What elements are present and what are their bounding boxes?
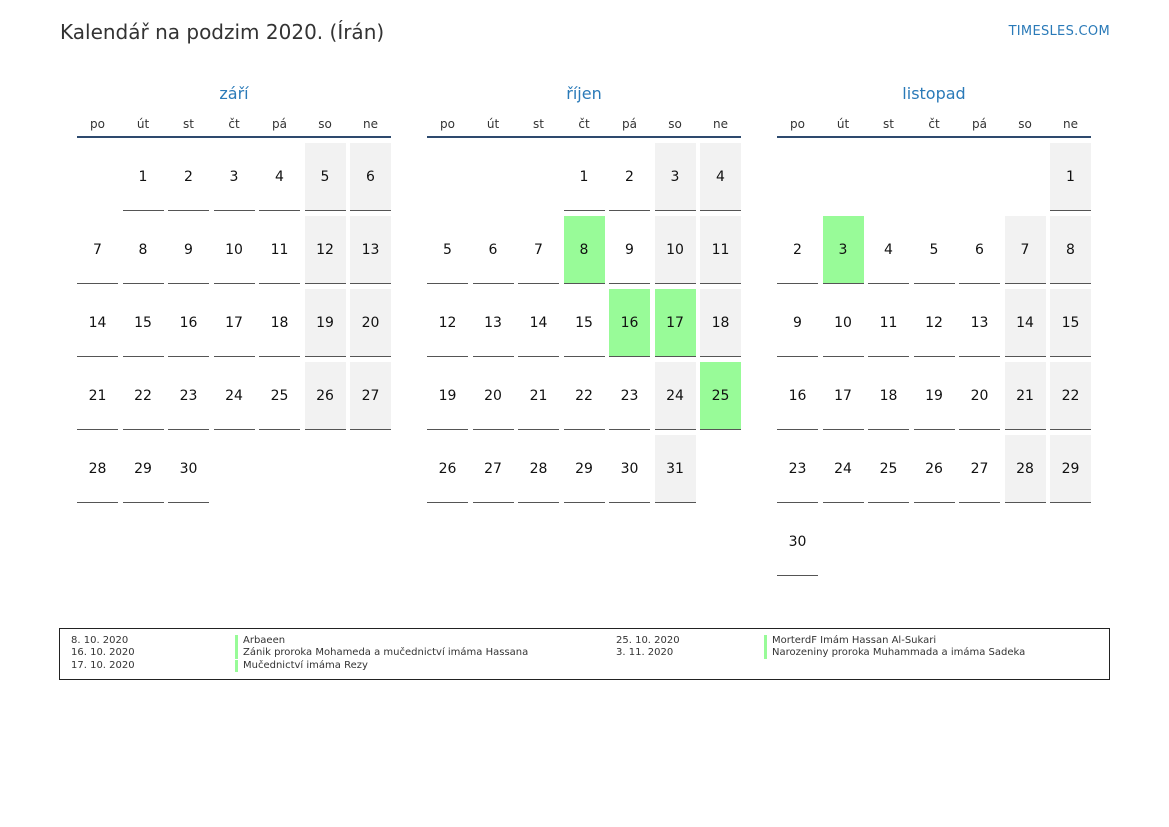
weekday-label: čt [228, 117, 240, 131]
day-cell: 6 [959, 216, 1000, 284]
legend-holiday-name: Arbaeen [235, 635, 285, 647]
day-cell: 9 [609, 216, 650, 284]
day-cell: 11 [259, 216, 300, 284]
holiday-day-cell: 3 [823, 216, 864, 284]
day-cell: 28 [1005, 435, 1046, 503]
day-cell: 26 [914, 435, 955, 503]
weekday-label: út [486, 117, 500, 131]
day-cell: 18 [700, 289, 741, 357]
legend-holiday-name: MorterdF Imám Hassan Al-Sukari [764, 635, 936, 647]
legend-date: 16. 10. 2020 [71, 647, 135, 658]
legend-date: 17. 10. 2020 [71, 660, 135, 671]
day-cell: 3 [655, 143, 696, 211]
day-cell: 22 [564, 362, 605, 430]
weekday-label: so [1018, 117, 1032, 131]
day-cell: 1 [564, 143, 605, 211]
weekday-label: pá [972, 117, 987, 131]
legend-holiday-name: Mučednictví imáma Rezy [235, 660, 368, 672]
holiday-day-cell: 25 [700, 362, 741, 430]
weekday-label: ne [363, 117, 378, 131]
day-cell: 26 [427, 435, 468, 503]
month-title: říjen [566, 84, 602, 103]
day-cell: 27 [959, 435, 1000, 503]
day-cell: 17 [823, 362, 864, 430]
day-cell: 28 [518, 435, 559, 503]
day-cell: 17 [214, 289, 255, 357]
empty-day-cell [959, 143, 1000, 211]
day-cell: 23 [609, 362, 650, 430]
month-title: září [219, 84, 249, 103]
empty-day-cell [823, 143, 864, 211]
holiday-day-cell: 8 [564, 216, 605, 284]
day-cell: 30 [168, 435, 209, 503]
day-cell: 22 [1050, 362, 1091, 430]
day-cell: 10 [655, 216, 696, 284]
day-cell: 9 [168, 216, 209, 284]
day-cell: 1 [123, 143, 164, 211]
month-title: listopad [902, 84, 966, 103]
day-cell: 18 [259, 289, 300, 357]
day-cell: 19 [427, 362, 468, 430]
weekday-label: út [836, 117, 850, 131]
day-cell: 20 [959, 362, 1000, 430]
day-cell: 14 [518, 289, 559, 357]
weekday-label: po [790, 117, 805, 131]
month-november [777, 84, 1091, 576]
day-cell: 15 [123, 289, 164, 357]
month-september [77, 84, 391, 503]
day-cell: 5 [305, 143, 346, 211]
day-cell: 14 [77, 289, 118, 357]
day-cell: 11 [700, 216, 741, 284]
day-cell: 11 [868, 289, 909, 357]
day-cell: 30 [777, 508, 818, 576]
day-cell: 23 [777, 435, 818, 503]
empty-day-cell [1005, 143, 1046, 211]
day-cell: 3 [214, 143, 255, 211]
weekday-label: pá [272, 117, 287, 131]
day-cell: 2 [777, 216, 818, 284]
day-cell: 5 [914, 216, 955, 284]
day-cell: 2 [609, 143, 650, 211]
day-cell: 16 [777, 362, 818, 430]
holiday-day-cell: 16 [609, 289, 650, 357]
day-cell: 23 [168, 362, 209, 430]
weekday-label: pá [622, 117, 637, 131]
day-cell: 6 [350, 143, 391, 211]
weekday-label: st [883, 117, 894, 131]
day-cell: 20 [350, 289, 391, 357]
empty-day-cell [518, 143, 559, 211]
day-cell: 30 [609, 435, 650, 503]
brand-link[interactable]: TIMESLES.COM [1008, 24, 1110, 39]
holiday-day-cell: 17 [655, 289, 696, 357]
day-cell: 21 [1005, 362, 1046, 430]
weekday-header [427, 116, 741, 138]
weekday-label: st [533, 117, 544, 131]
empty-day-cell [473, 143, 514, 211]
day-cell: 4 [868, 216, 909, 284]
day-cell: 12 [914, 289, 955, 357]
days-grid [427, 143, 741, 503]
day-cell: 25 [868, 435, 909, 503]
day-cell: 15 [564, 289, 605, 357]
day-cell: 2 [168, 143, 209, 211]
day-cell: 5 [427, 216, 468, 284]
weekday-header [777, 116, 1091, 138]
day-cell: 21 [518, 362, 559, 430]
weekday-label: po [440, 117, 455, 131]
day-cell: 13 [473, 289, 514, 357]
day-cell: 29 [1050, 435, 1091, 503]
day-cell: 13 [959, 289, 1000, 357]
day-cell: 12 [427, 289, 468, 357]
day-cell: 21 [77, 362, 118, 430]
day-cell: 24 [655, 362, 696, 430]
weekday-label: st [183, 117, 194, 131]
day-cell: 28 [77, 435, 118, 503]
legend-holiday-name: Narozeniny proroka Muhammada a imáma Sadeka [764, 647, 1025, 659]
day-cell: 22 [123, 362, 164, 430]
day-cell: 26 [305, 362, 346, 430]
day-cell: 6 [473, 216, 514, 284]
weekday-label: út [136, 117, 150, 131]
days-grid [777, 143, 1091, 576]
day-cell: 13 [350, 216, 391, 284]
legend-date: 3. 11. 2020 [616, 647, 674, 658]
empty-day-cell [914, 143, 955, 211]
day-cell: 4 [259, 143, 300, 211]
weekday-label: so [318, 117, 332, 131]
weekday-label: ne [1063, 117, 1078, 131]
day-cell: 27 [350, 362, 391, 430]
holiday-legend [59, 628, 1110, 680]
day-cell: 18 [868, 362, 909, 430]
day-cell: 12 [305, 216, 346, 284]
day-cell: 29 [123, 435, 164, 503]
day-cell: 7 [77, 216, 118, 284]
weekday-label: so [668, 117, 682, 131]
day-cell: 7 [1005, 216, 1046, 284]
day-cell: 16 [168, 289, 209, 357]
weekday-label: po [90, 117, 105, 131]
day-cell: 19 [914, 362, 955, 430]
legend-holiday-name: Zánik proroka Mohameda a mučednictví imáma Hassana [235, 647, 528, 659]
day-cell: 31 [655, 435, 696, 503]
day-cell: 27 [473, 435, 514, 503]
empty-day-cell [868, 143, 909, 211]
day-cell: 24 [823, 435, 864, 503]
day-cell: 25 [259, 362, 300, 430]
days-grid [77, 143, 391, 503]
month-october [427, 84, 741, 503]
day-cell: 15 [1050, 289, 1091, 357]
day-cell: 4 [700, 143, 741, 211]
legend-date: 8. 10. 2020 [71, 635, 129, 646]
day-cell: 9 [777, 289, 818, 357]
day-cell: 8 [123, 216, 164, 284]
day-cell: 19 [305, 289, 346, 357]
page-title: Kalendář na podzim 2020. (Írán) [60, 20, 385, 44]
empty-day-cell [777, 143, 818, 211]
day-cell: 24 [214, 362, 255, 430]
day-cell: 10 [823, 289, 864, 357]
weekday-label: čt [578, 117, 590, 131]
empty-day-cell [427, 143, 468, 211]
weekday-label: čt [928, 117, 940, 131]
weekday-header [77, 116, 391, 138]
empty-day-cell [77, 143, 118, 211]
day-cell: 8 [1050, 216, 1091, 284]
day-cell: 14 [1005, 289, 1046, 357]
weekday-label: ne [713, 117, 728, 131]
day-cell: 7 [518, 216, 559, 284]
day-cell: 10 [214, 216, 255, 284]
legend-date: 25. 10. 2020 [616, 635, 680, 646]
day-cell: 1 [1050, 143, 1091, 211]
day-cell: 29 [564, 435, 605, 503]
day-cell: 20 [473, 362, 514, 430]
